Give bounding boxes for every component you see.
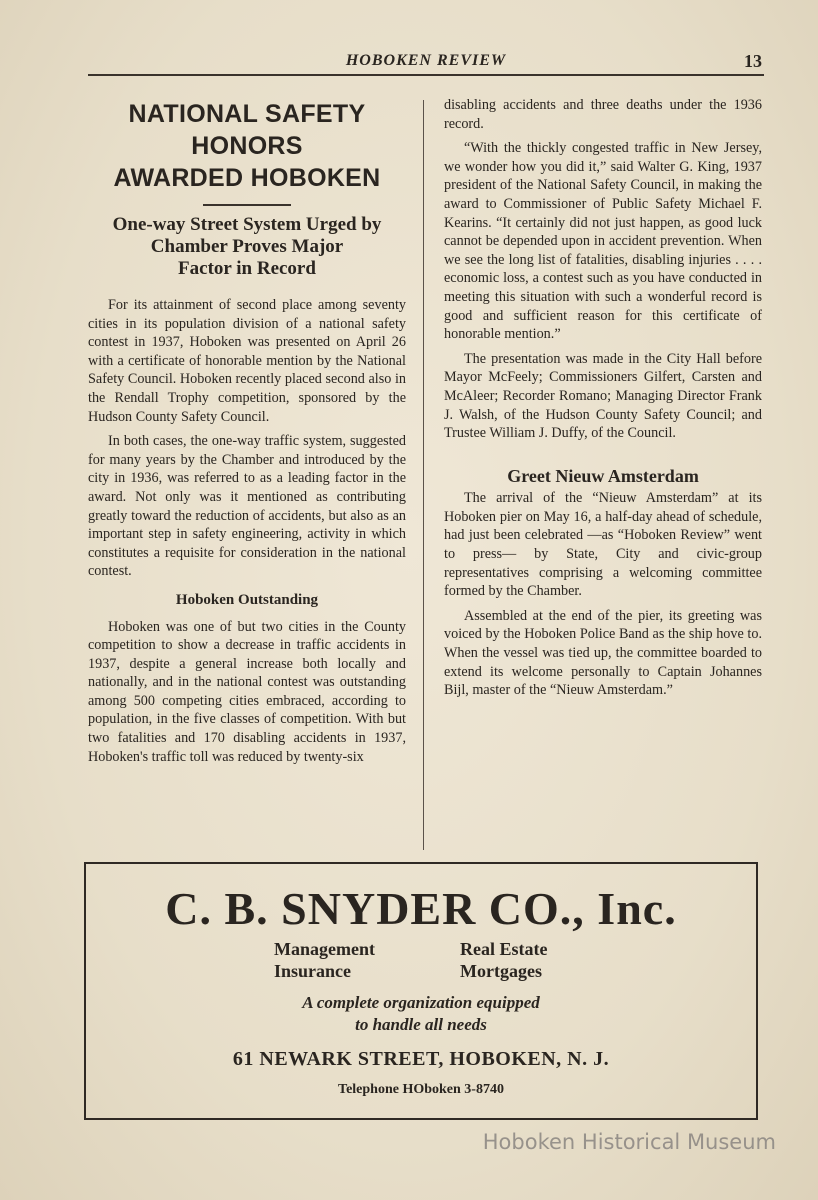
page-number: 13 <box>744 51 762 71</box>
left-column <box>88 96 406 772</box>
subhead-line-1: One-way Street System Urged by <box>112 214 382 235</box>
continued-paragraph: disabling accidents and three deaths under the 1936 record. <box>444 97 762 132</box>
article-paragraph-1: For its attainment of second place among seventy cities in its population division of a national safety contest in 1937, Hoboken was presented on April 26 with a certificate of honorable mention by the National Safety Council. Hoboken recently placed second also in the Rendall Trophy competition, sponsored by the Hudson County Safety Council. <box>88 297 406 425</box>
service-management: Management <box>274 939 375 959</box>
subhead-line-2: Chamber Proves Major <box>150 236 344 257</box>
subhead-line-3: Factor in Record <box>178 258 316 279</box>
service-real-estate: Real Estate <box>460 939 548 959</box>
headline-line-2: AWARDED HOBOKEN <box>113 164 381 192</box>
service-mortgages: Mortgages <box>460 961 542 981</box>
service-insurance: Insurance <box>274 961 352 981</box>
headline-line-1: NATIONAL SAFETY HONORS <box>128 100 366 160</box>
tagline-line-1: A complete organization equipped <box>302 993 540 1012</box>
section-heading: Hoboken Outstanding <box>175 591 319 608</box>
ad-company-name: C. B. SNYDER CO., Inc. <box>165 883 677 934</box>
museum-watermark: Hoboken Historical Museum <box>482 1130 776 1154</box>
section-paragraph: Hoboken was one of but two cities in the County competition to show a decrease in traffic accidents in 1937, despite a general increase both locally and nationally, and in the national contest was outstanding among 500 competing cities embraced, according to population, in the five classes of competition. With but two fatalities and 170 disabling accidents in 1937, Hoboken's traffic toll was reduced by twenty-six <box>88 618 406 765</box>
article2-paragraph-2: Assembled at the end of the pier, its greeting was voiced by the Hoboken Police Band as the ship hove to. When the vessel was tied up, the committee boarded to extend its welcome personally to Captain Johannes Bijl, master of the “Nieuw Amsterdam.” <box>444 607 762 699</box>
page-header <box>88 50 764 76</box>
article2-paragraph-1: The arrival of the “Nieuw Amsterdam” at its Hoboken pier on May 16, a half-day ahead of schedule, had just been celebrated —as “Hoboken Review” went to press— by State, City and civic-group representatives comprising a welcoming committee formed by the Chamber. <box>444 490 762 600</box>
ad-tagline <box>86 992 756 1036</box>
ad-phone: Telephone HOboken 3-8740 <box>338 1082 504 1097</box>
article-paragraph-2: In both cases, the one-way traffic system, suggested for many years by the Chamber and introduced by the city in 1936, was referred to as a leading factor in the award. Not only was it mentioned as contributing greatly toward the reduction of accidents, but also as an important step in safety engineering, activity in which constitutes a requisite for consideration in the national contest. <box>88 433 406 580</box>
ad-address: 61 NEWARK STREET, HOBOKEN, N. J. <box>232 1048 610 1070</box>
article-headline <box>88 98 406 194</box>
publication-title: HOBOKEN REVIEW <box>345 52 507 69</box>
presentation-paragraph: The presentation was made in the City Hall before Mayor McFeely; Commissioners Gilfert, Carsten and McAleer; Recorder Romano; Managing Director Frank J. Walsh, of the Hudson County Safety Council; and Trustee William J. Duffy, of the Council. <box>444 350 762 442</box>
tagline-line-2: to handle all needs <box>355 1015 487 1034</box>
right-column <box>444 96 762 706</box>
column-divider <box>423 100 424 850</box>
article-subhead <box>88 214 406 280</box>
headline-rule <box>203 204 291 206</box>
article2-heading: Greet Nieuw Amsterdam <box>507 465 699 486</box>
quote-paragraph: “With the thickly congested traffic in New Jersey, we wonder how you did it,” said Walter G. King, 1937 president of the National Safety Council, in making the award to Commissioner of Public Safety Michael F. Kearins. “It certainly did not just happen, as good luck cannot be depended upon in accident prevention. When we see the long list of fatalities, disabling injuries . . . . economic loss, a contest such as you have conducted in meeting this situation with such a wonderful record is good and sufficient reason for this certificate of honorable mention.” <box>444 140 762 343</box>
advertisement-box <box>84 862 758 1120</box>
